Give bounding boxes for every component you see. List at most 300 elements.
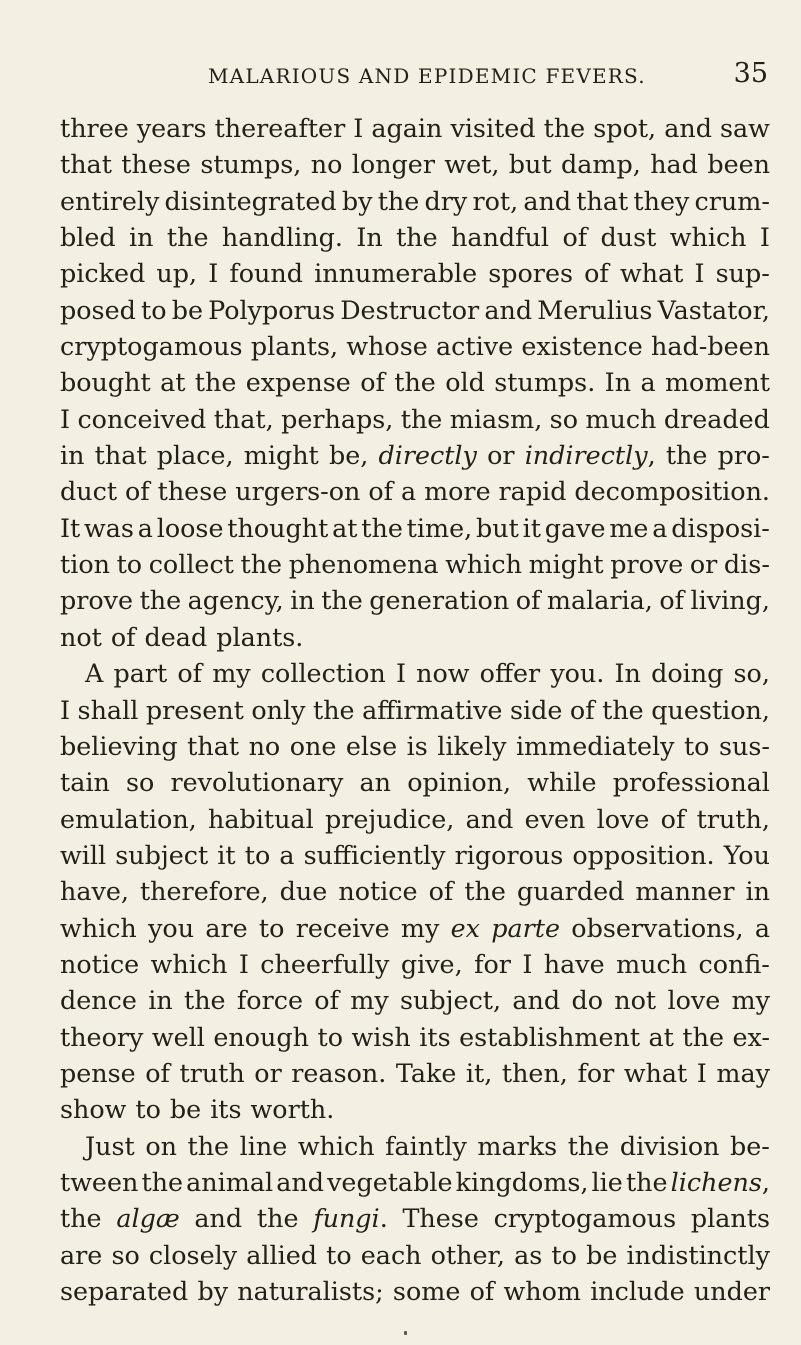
word: dust — [600, 222, 657, 253]
word: It — [60, 512, 81, 543]
word: agency, — [187, 585, 284, 616]
word: the — [166, 222, 209, 253]
word: vegetable — [327, 1166, 453, 1197]
text-line — [60, 619, 770, 655]
word: indirectly, — [524, 440, 656, 471]
word: the — [625, 1166, 668, 1197]
word: at — [160, 367, 186, 398]
word: up, — [156, 258, 198, 289]
word: and — [523, 185, 572, 216]
word: the — [377, 185, 420, 216]
word: lie — [591, 1166, 623, 1197]
text-line — [60, 582, 770, 618]
word: they — [633, 185, 690, 216]
word: damp, — [561, 149, 641, 180]
word: only — [251, 694, 306, 725]
text-line — [60, 473, 770, 509]
italic-text: algæ — [116, 1203, 180, 1234]
word: it — [522, 512, 541, 543]
word: of — [360, 367, 385, 398]
word: might — [243, 440, 319, 471]
word: one — [289, 730, 337, 761]
word: handling. — [221, 222, 343, 253]
word: on — [145, 1130, 177, 1161]
text-line — [60, 546, 770, 582]
word: well — [151, 1021, 205, 1052]
word: expense — [245, 367, 351, 398]
word: more — [424, 476, 491, 507]
word: I — [694, 258, 705, 289]
word: but — [508, 149, 552, 180]
word: indistinctly — [626, 1239, 770, 1270]
word: some — [392, 1276, 461, 1306]
word: of — [124, 476, 150, 507]
word: revolutionary — [170, 767, 344, 798]
word: bled — [60, 222, 116, 253]
word: sup- — [715, 258, 770, 289]
word: notice — [338, 876, 418, 907]
word: I — [208, 258, 219, 289]
word: the — [313, 694, 355, 725]
text-line — [60, 146, 770, 182]
text-line — [60, 292, 770, 328]
word: which — [150, 948, 228, 979]
word: the — [139, 585, 182, 616]
word: living, — [690, 585, 770, 616]
word: the — [394, 367, 436, 398]
word: had-been — [651, 331, 770, 362]
word: what — [623, 1057, 688, 1088]
word: not — [60, 621, 102, 652]
word: are — [205, 912, 248, 943]
word: theory — [60, 1021, 144, 1052]
word: each — [360, 1239, 422, 1270]
word: was — [84, 512, 134, 543]
word: ex- — [732, 1021, 770, 1052]
word: to — [244, 839, 271, 870]
word: to — [326, 1239, 352, 1270]
word: likely — [437, 730, 507, 761]
word: at — [648, 1021, 674, 1052]
word: confi- — [698, 948, 770, 979]
word: kingdoms, — [455, 1166, 589, 1197]
text-line — [60, 1164, 770, 1200]
text-line — [60, 110, 770, 146]
word: by — [341, 185, 373, 216]
word: the — [400, 403, 443, 434]
word: question, — [651, 694, 770, 725]
word: guarded — [516, 876, 625, 907]
word: so — [549, 403, 578, 434]
text-line — [60, 1237, 770, 1273]
word: other, — [430, 1239, 505, 1270]
word: crum- — [694, 185, 770, 216]
word: so, — [733, 658, 770, 689]
word: of — [368, 476, 394, 507]
word: in — [745, 876, 770, 907]
word: the — [321, 585, 363, 616]
word: but — [475, 512, 519, 543]
word: of — [562, 222, 588, 253]
word: are — [60, 1239, 103, 1270]
text-line — [60, 692, 770, 728]
word: allied — [246, 1239, 317, 1270]
word: even — [524, 803, 586, 834]
word: conceived — [77, 403, 207, 434]
word: duct — [60, 476, 118, 507]
word: be- — [730, 1130, 770, 1161]
word: worth. — [250, 1094, 335, 1125]
word: prove — [610, 549, 684, 580]
word: give, — [400, 948, 463, 979]
word: cheerfully — [260, 948, 390, 979]
word: that, — [213, 403, 274, 434]
word: division — [619, 1130, 720, 1161]
word: observations, — [571, 912, 744, 943]
word: spores — [488, 258, 573, 289]
word: manner — [635, 876, 735, 907]
word: sus- — [718, 730, 770, 761]
word: for — [474, 948, 511, 979]
word: of — [584, 258, 609, 289]
word: closely — [148, 1239, 238, 1270]
word: you — [148, 912, 195, 943]
word: pro- — [717, 440, 770, 471]
word: include — [590, 1276, 685, 1306]
word: In — [604, 367, 632, 398]
word: plants — [690, 1203, 770, 1234]
word: Polyporus — [208, 294, 336, 325]
word: offer — [479, 658, 541, 689]
word: tion — [60, 549, 110, 580]
word: the — [665, 440, 708, 471]
text-line — [60, 1200, 770, 1236]
word: side — [509, 694, 563, 725]
word: present — [145, 694, 244, 725]
italic-text: indirectly — [524, 440, 648, 471]
word: of — [569, 694, 595, 725]
text-line — [60, 328, 770, 364]
word: dreaded — [663, 403, 770, 434]
word: for — [577, 1057, 615, 1088]
word: its — [210, 1094, 242, 1125]
word: receive — [295, 912, 390, 943]
word: longer — [351, 149, 435, 180]
word: will — [60, 839, 107, 870]
word: plants. — [216, 621, 304, 652]
word: the — [602, 694, 644, 725]
word: saw — [720, 113, 770, 143]
word: the — [60, 1203, 102, 1234]
page-header — [208, 58, 768, 92]
word: in — [129, 222, 154, 253]
word: you. — [550, 658, 605, 689]
word: a — [640, 367, 656, 398]
word: love — [596, 803, 650, 834]
italic-text: directly — [378, 440, 477, 471]
word: an — [359, 767, 392, 798]
word: the — [396, 222, 438, 253]
word: I — [60, 694, 71, 725]
text-line — [60, 946, 770, 982]
word: cryptogamous — [493, 1203, 677, 1234]
ink-speck — [404, 1331, 407, 1335]
word: the — [464, 876, 506, 907]
word: the — [187, 1130, 230, 1161]
text-line — [60, 982, 770, 1018]
word: You — [723, 839, 770, 870]
word: believing — [60, 730, 178, 761]
word: A — [85, 658, 104, 689]
word: in — [290, 585, 315, 616]
word — [491, 910, 560, 946]
word: these — [157, 476, 228, 507]
word: collection — [260, 658, 386, 689]
word: be — [169, 1094, 202, 1125]
word: to — [141, 294, 167, 325]
word — [378, 437, 476, 473]
text-line — [60, 1091, 770, 1127]
word: tain — [60, 767, 110, 798]
word: and — [194, 1203, 243, 1234]
word: existence — [521, 331, 643, 362]
text-line — [60, 837, 770, 873]
word: to — [258, 912, 285, 943]
word: to — [135, 1094, 161, 1125]
word — [116, 1200, 179, 1236]
word: therefore, — [139, 876, 269, 907]
word: in — [60, 440, 85, 471]
word: truth, — [696, 803, 770, 834]
word: These — [402, 1203, 479, 1234]
word: of — [428, 876, 454, 907]
word: doing — [651, 658, 724, 689]
word: a — [400, 476, 417, 507]
word: years — [136, 113, 207, 143]
word: be — [586, 1239, 618, 1270]
word: loose — [156, 512, 224, 543]
text-line — [60, 1055, 770, 1091]
word: tween — [60, 1166, 139, 1197]
word: or — [487, 440, 515, 471]
word: I — [395, 658, 406, 689]
word: its — [419, 1021, 451, 1052]
word: habitual — [208, 803, 314, 834]
word: I — [238, 948, 249, 979]
text-line — [60, 655, 770, 691]
word: that — [94, 440, 147, 471]
word: Destructor — [340, 294, 480, 325]
text-line — [60, 728, 770, 764]
word: me — [609, 512, 649, 543]
word: of — [177, 658, 203, 689]
word: the — [240, 549, 283, 580]
word: rot, — [472, 185, 519, 216]
word: the — [141, 1166, 184, 1197]
word: no — [248, 730, 281, 761]
word: notice — [60, 948, 140, 979]
word: opinion, — [407, 767, 512, 798]
word: of — [660, 803, 686, 834]
word: now — [416, 658, 470, 689]
word: truth — [179, 1057, 245, 1088]
word: malaria, — [546, 585, 653, 616]
word: I — [60, 403, 71, 434]
word: lichens, — [670, 1166, 770, 1197]
word: to — [683, 730, 710, 761]
word: to — [551, 1239, 577, 1270]
word: immediately — [515, 730, 675, 761]
word: stumps. — [494, 367, 596, 398]
word: reason. — [291, 1057, 387, 1088]
word: that — [60, 149, 112, 180]
word: generation — [369, 585, 510, 616]
word: show — [60, 1094, 127, 1125]
word: by — [197, 1276, 229, 1306]
word: been — [707, 149, 770, 180]
word: gave — [544, 512, 606, 543]
word: the — [256, 1203, 299, 1234]
word: decomposition. — [574, 476, 770, 507]
word: marks — [477, 1130, 558, 1161]
word: Just — [85, 1130, 135, 1161]
word: prejudice, — [324, 803, 455, 834]
word: and — [465, 803, 514, 834]
word: thereafter — [214, 113, 346, 143]
word: no — [310, 149, 343, 180]
word: so — [111, 1239, 140, 1270]
text-line — [60, 401, 770, 437]
text-line — [60, 437, 770, 473]
text-line — [60, 801, 770, 837]
word: which — [445, 549, 522, 580]
word: wish — [351, 1021, 411, 1052]
text-line — [60, 1128, 770, 1164]
word: cryptogamous — [60, 331, 243, 362]
text-line — [60, 219, 770, 255]
running-head: MALARIOUS AND EPIDEMIC FEVERS. — [208, 64, 646, 88]
word: dence — [60, 985, 137, 1016]
word: disposi- — [671, 512, 770, 543]
word: a — [754, 912, 770, 943]
word: to — [116, 549, 143, 580]
word: at — [332, 512, 358, 543]
word: sufficiently — [303, 839, 446, 870]
word: which — [297, 1130, 375, 1161]
word: love — [667, 985, 721, 1016]
word: in — [148, 985, 173, 1016]
word: Merulius — [537, 294, 653, 325]
text-line — [60, 873, 770, 909]
word: the — [194, 367, 237, 398]
italic-text: lichens — [670, 1166, 762, 1197]
word: may — [716, 1057, 770, 1088]
word: handful — [451, 222, 550, 253]
word: innumerable — [314, 258, 478, 289]
body-text — [60, 110, 770, 1309]
word: the — [682, 1021, 724, 1052]
word: which — [669, 222, 747, 253]
italic-text: ex — [450, 912, 480, 943]
word: separated — [60, 1276, 189, 1306]
word: wet, — [444, 149, 500, 180]
word: emulation, — [60, 803, 197, 834]
word: found — [229, 258, 304, 289]
word: then, — [501, 1057, 568, 1088]
word: spot, — [593, 113, 657, 143]
word: the — [567, 1130, 610, 1161]
word — [451, 910, 480, 946]
word: opposition. — [572, 839, 715, 870]
word: plants, — [250, 331, 339, 362]
word: of — [110, 621, 136, 652]
word: pense — [60, 1057, 136, 1088]
word: a — [279, 839, 295, 870]
word: professional — [612, 767, 770, 798]
page-number: 35 — [733, 58, 768, 89]
word: might — [528, 549, 604, 580]
word: fungi. — [313, 1203, 388, 1234]
word: while — [527, 767, 597, 798]
word: old — [445, 367, 485, 398]
text-line — [60, 1273, 770, 1309]
word: of — [145, 1057, 170, 1088]
word: whose — [346, 331, 428, 362]
word: much — [585, 403, 657, 434]
word: else — [345, 730, 398, 761]
word: naturalists; — [237, 1276, 384, 1306]
word: Vastator, — [657, 294, 770, 325]
word: that — [187, 730, 240, 761]
word: a — [652, 512, 668, 543]
word: is — [406, 730, 428, 761]
word: my — [731, 985, 770, 1016]
word: these — [121, 149, 191, 180]
word: have, — [60, 876, 129, 907]
word: In — [356, 222, 383, 253]
word: it — [217, 839, 236, 870]
word: my — [400, 912, 440, 943]
word: that — [576, 185, 629, 216]
word: three — [60, 113, 129, 143]
word: the — [543, 113, 586, 143]
italic-text: parte — [491, 912, 560, 943]
word: thought — [227, 512, 329, 543]
text-line — [60, 183, 770, 219]
word: what — [619, 258, 684, 289]
word: much — [616, 948, 688, 979]
word: under — [693, 1276, 770, 1306]
word: again — [371, 113, 443, 143]
word: In — [614, 658, 641, 689]
word: dry — [424, 185, 468, 216]
word: due — [279, 876, 328, 907]
word: urgers-on — [235, 476, 361, 507]
word: visited — [450, 113, 536, 143]
word: entirely — [60, 185, 160, 216]
word: moment — [664, 367, 770, 398]
word: I — [522, 948, 533, 979]
word: prove — [60, 585, 134, 616]
word: have — [543, 948, 605, 979]
word: rigorous — [454, 839, 564, 870]
word: do — [571, 985, 603, 1016]
word: enough — [213, 1021, 309, 1052]
word: or — [689, 549, 718, 580]
word: dead — [144, 621, 208, 652]
word: of — [659, 585, 685, 616]
word: not — [614, 985, 657, 1016]
